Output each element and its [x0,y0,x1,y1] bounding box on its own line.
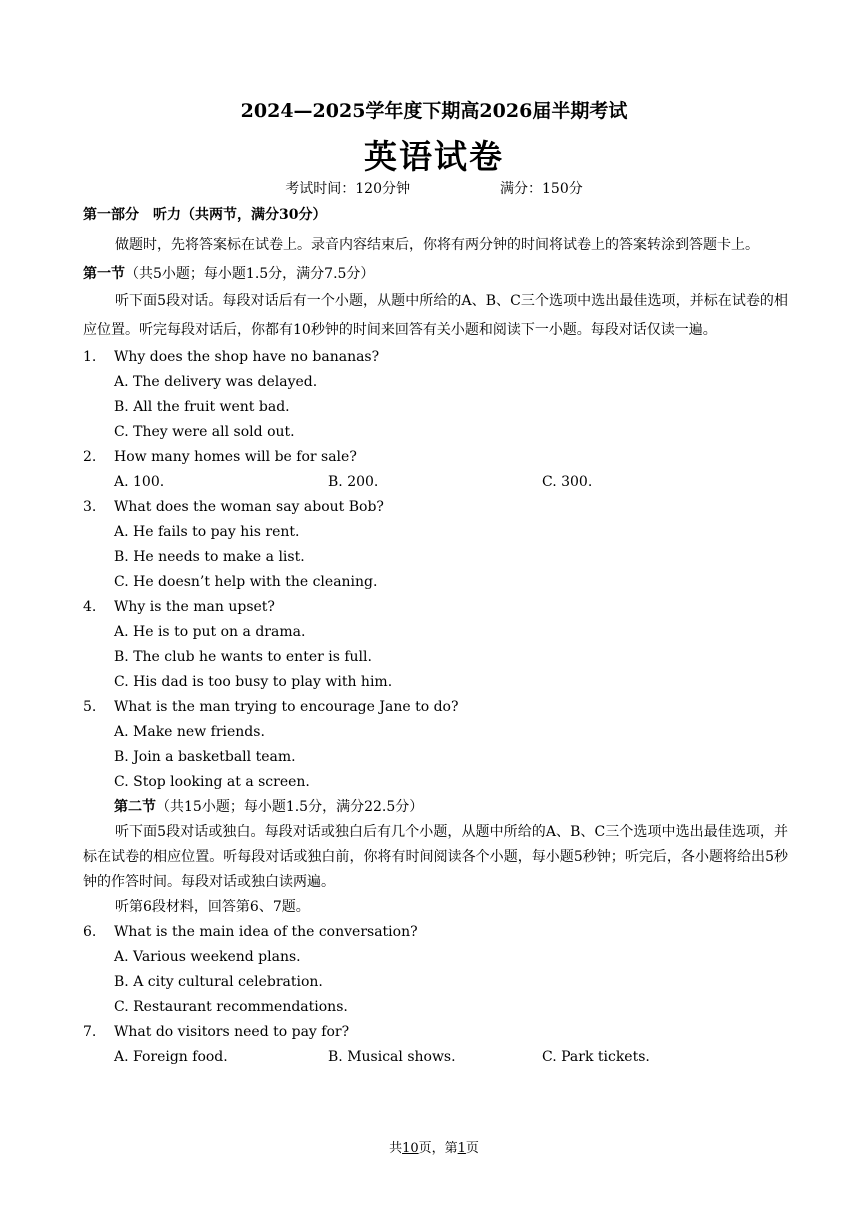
section1-heading-note: （共5小题；每小题1.5分，满分7.5分） [125,266,375,282]
question-text: What does the woman say about Bob? [114,499,384,515]
option-c: C. Restaurant recommendations. [114,999,348,1015]
question-text: How many homes will be for sale? [114,449,357,465]
option-b: B. 200. [328,474,379,490]
subject-title: 英语试卷 [364,137,504,176]
question-number: 7. [83,1024,97,1040]
footer-suffix: 页 [465,1141,479,1156]
section2-heading-line [83,795,788,820]
question-number: 4. [83,599,97,615]
option-c: C. 300. [542,474,593,490]
options-row [83,1045,788,1070]
section1-heading-line [83,262,788,287]
question-7 [83,1020,788,1045]
question-1 [83,345,788,370]
question-2 [83,445,788,470]
option-c: C. Stop looking at a screen. [114,774,310,790]
option-c: C. They were all sold out. [114,424,295,440]
part1-instructions: 做题时，先将答案标在试卷上。录音内容结束后，你将有两分钟的时间将试卷上的答案转涂到答题卡上。 [115,237,759,253]
option-b: B. He needs to make a list. [114,549,305,565]
question-text: Why is the man upset? [114,599,275,615]
option-c: C. Park tickets. [542,1049,650,1065]
question-text: What is the man trying to encourage Jane to do? [114,699,459,715]
part1-heading: 第一部分 听力（共两节，满分30分） [83,207,327,223]
question-5 [83,695,788,720]
option-b: B. Musical shows. [328,1049,456,1065]
question-6 [83,920,788,945]
option-b: B. A city cultural celebration. [114,974,323,990]
section2-instructions: 听下面5段对话或独白。每段对话或独白后有几个小题，从题中所给的A、B、C三个选项中选出最佳选项，并标在试卷的相应位置。听每段对话或独白前，你将有时间阅读各个小题，每小题5秒钟；听完后，各小题将给出5秒钟的作答时间。每段对话或独白读两遍。 [83,824,788,890]
footer-middle: 页，第 [418,1141,458,1156]
question-text: What do visitors need to pay for? [114,1024,350,1040]
exam-meta [0,178,868,198]
option-a: A. Foreign food. [114,1049,228,1065]
time-label: 考试时间：120分钟 [285,181,410,197]
option-a: A. The delivery was delayed. [114,374,318,390]
page-footer [0,1137,868,1156]
question-text: Why does the shop have no bananas? [114,349,380,365]
exam-content [83,203,788,1070]
exam-title: 2024—2025学年度下期高2026届半期考试 [240,100,628,122]
material-note: 听第6段材料，回答第6、7题。 [115,899,310,915]
option-a: A. He fails to pay his rent. [114,524,300,540]
option-c: C. He doesn’t help with the cleaning. [114,574,378,590]
question-4 [83,595,788,620]
option-b: B. The club he wants to enter is full. [114,649,372,665]
section2-heading: 第二节 [114,799,156,815]
option-a: A. He is to put on a drama. [114,624,306,640]
total-pages: 10 [402,1141,419,1156]
option-a: A. 100. [114,474,165,490]
question-3 [83,495,788,520]
option-a: A. Various weekend plans. [114,949,301,965]
question-number: 3. [83,499,97,515]
footer-prefix: 共 [389,1141,403,1156]
option-b: B. All the fruit went bad. [114,399,290,415]
question-number: 2. [83,449,97,465]
option-c: C. His dad is too busy to play with him. [114,674,393,690]
options-row [83,470,788,495]
question-number: 1. [83,349,97,365]
section1-heading: 第一节 [83,266,125,282]
option-b: B. Join a basketball team. [114,749,296,765]
score-label: 满分：150分 [500,181,583,197]
question-number: 5. [83,699,97,715]
current-page: 1 [457,1141,466,1156]
section2-heading-note: （共15小题；每小题1.5分，满分22.5分） [156,799,424,815]
question-number: 6. [83,924,97,940]
section1-instructions: 听下面5段对话。每段对话后有一个小题，从题中所给的A、B、C三个选项中选出最佳选项，并标在试卷的相应位置。听完每段对话后，你都有10秒钟的时间来回答有关小题和阅读下一小题。每段对话仅读一遍。 [83,293,788,338]
option-a: A. Make new friends. [114,724,265,740]
question-text: What is the main idea of the conversation? [114,924,418,940]
